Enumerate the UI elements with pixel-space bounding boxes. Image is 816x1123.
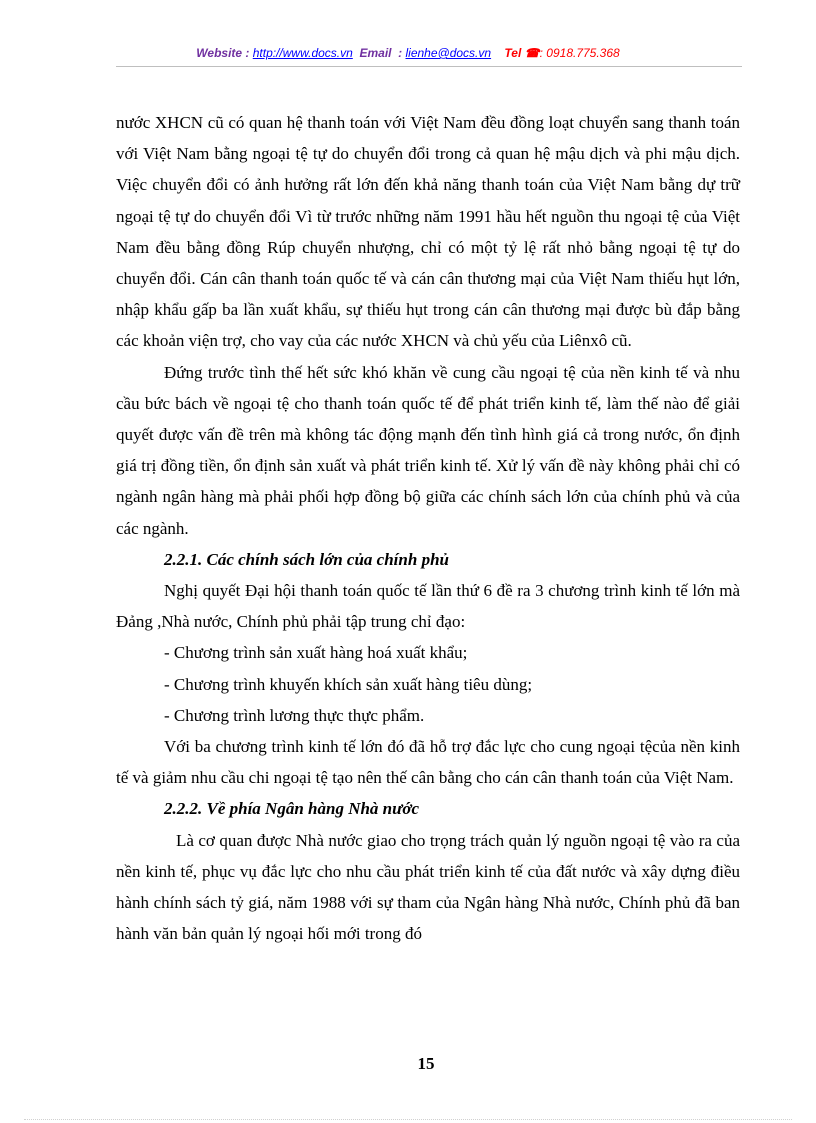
page-number: 15: [417, 1054, 435, 1073]
paragraph-1: nước XHCN cũ có quan hệ thanh toán với Việt Nam đều đồng loạt chuyển sang thanh toán với Việt Nam bằng ngoại tệ tự do chuyển đổi trong cả quan hệ mậu dịch và phi mậu dịch. Việc chuyển đổi có ảnh hưởng rất lớn đến khả năng thanh toán của Việt Nam bằng dự trữ ngoại tệ tự do chuyển đổi Vì từ trước những năm 1991 hầu hết nguồn thu ngoại tệ của Việt Nam đều bằng đồng Rúp chuyển nhượng, chỉ có một tỷ lệ rất nhỏ bằng ngoại tệ tự do chuyển đổi. Cán cân thanh toán quốc tế và cán cân thương mại của Việt Nam thiếu hụt lớn, nhập khẩu gấp ba lần xuất khẩu, sự thiếu hụt trong cán cân thương mại được bù đắp bằng các khoản viện trợ, cho vay của các nước XHCN và chủ yếu của Liênxô cũ.: [116, 113, 740, 351]
paragraph-3: Nghị quyết Đại hội thanh toán quốc tế lần thứ 6 đề ra 3 chương trình kinh tế lớn mà Đảng ,Nhà nước, Chính phủ phải tập trung chỉ đạo:: [116, 581, 740, 632]
website-link[interactable]: http://www.docs.vn: [252, 46, 353, 60]
website-separator: :: [242, 46, 253, 60]
paragraph-2: Đứng trước tình thế hết sức khó khăn về cung cầu ngoại tệ của nền kinh tế và nhu cầu bức bách về ngoại tệ cho thanh toán quốc tế để phát triển kinh tế, làm thế nào để giải quyết được vấn đề trên mà không tác động mạnh đến tình hình giá cả trong nước, ổn định giá trị đồng tiền, ổn định sản xuất và phát triển kinh tế. Xử lý vấn đề này không phải chỉ có ngành ngân hàng mà phải phối hợp đồng bộ giữa các chính sách lớn của chính phủ và của các ngành.: [116, 362, 740, 538]
footer-divider: [24, 1119, 792, 1120]
tel-label: Tel: [504, 46, 522, 60]
phone-number: : 0918.775.368: [539, 46, 620, 60]
header-divider: [116, 66, 742, 67]
list-item-3: - Chương trình lương thực thực phẩm.: [164, 705, 425, 725]
paragraph-4: Với ba chương trình kinh tế lớn đó đã hỗ trợ đắc lực cho cung ngoại tệcủa nền kinh tế và giảm nhu cầu chi ngoại tệ tạo nên thế cân bằng cho cán cân thanh toán của Việt Nam.: [116, 737, 740, 788]
section-heading-2-2-1: 2.2.1. Các chính sách lớn của chính phủ: [164, 549, 449, 569]
list-item-1: - Chương trình sản xuất hàng hoá xuất khẩu;: [164, 643, 468, 663]
email-label: Email: [359, 46, 392, 60]
document-body: [116, 107, 740, 949]
page-header: [0, 46, 816, 60]
website-label: Website: [196, 46, 243, 60]
list-item-2: - Chương trình khuyến khích sản xuất hàng tiêu dùng;: [164, 674, 533, 694]
email-separator: :: [394, 46, 406, 60]
paragraph-5: Là cơ quan được Nhà nước giao cho trọng trách quản lý nguồn ngoại tệ vào ra của nền kinh tế, phục vụ đắc lực cho nhu cầu phát triển kinh tế của đất nước và xây dựng điều hành chính sách tỷ giá, năm 1988 với sự tham của Ngân hàng Nhà nước, Chính phủ đã ban hành văn bản quản lý ngoại hối mới trong đó: [116, 830, 740, 944]
email-link[interactable]: lienhe@docs.vn: [405, 46, 492, 60]
section-heading-2-2-2: 2.2.2. Về phía Ngân hàng Nhà nước: [164, 799, 419, 819]
phone-icon: ☎: [524, 46, 540, 60]
